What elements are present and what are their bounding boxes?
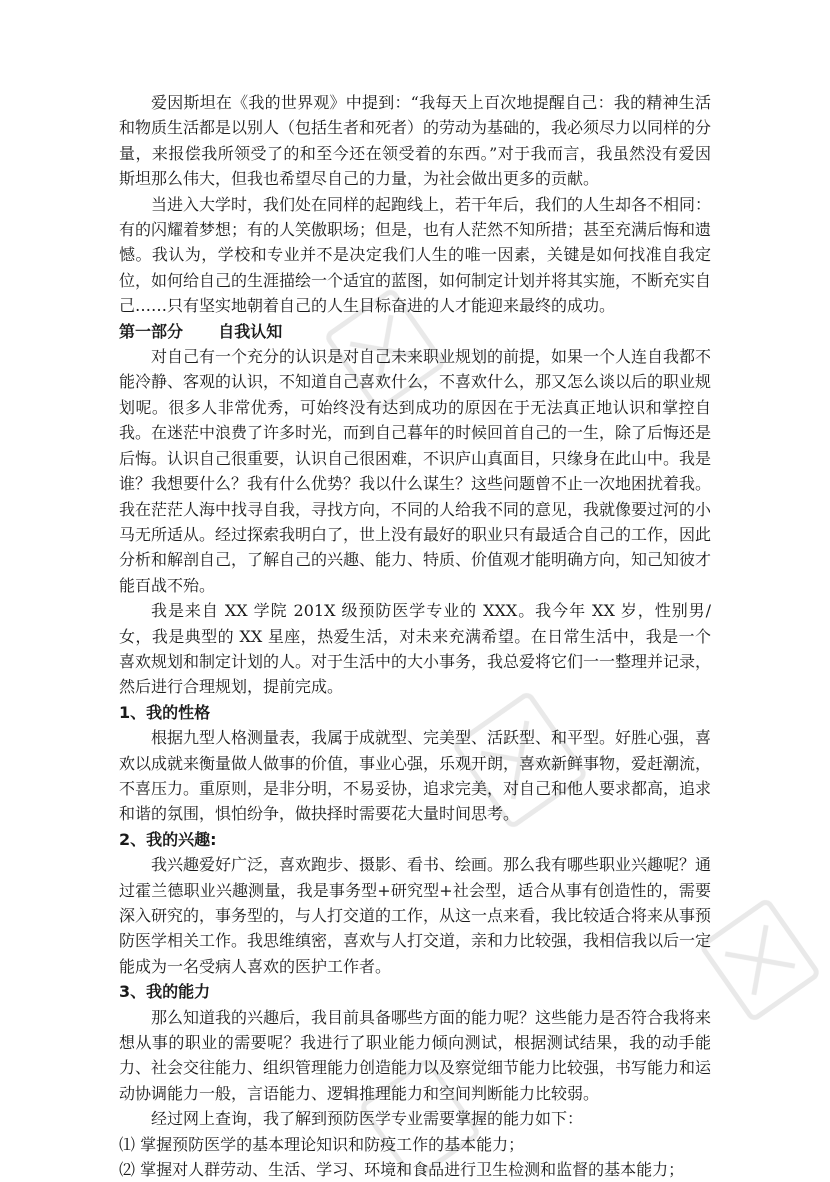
intro-paragraph-1: 爱因斯坦在《我的世界观》中提到：“我每天上百次地提醒自己：我的精神生活和物质生活都是以别人（包括生者和死者）的劳动为基础的，我必须尽力以同样的分量，来报偿我所领受了的和至今还在领受着的东西。”对于我而言，我虽然没有爱因斯坦那么伟大，但我也希望尽自己的力量，为社会做出更多的贡献。 bbox=[119, 93, 712, 189]
section-heading-abilities: 3、我的能力 bbox=[119, 982, 211, 1002]
section-interests-paragraph: 我兴趣爱好广泛，喜欢跑步、摄影、看书、绘画。那么我有哪些职业兴趣呢？通过霍兰德职业兴趣测量，我是事务型+研究型+社会型，适合从事有创造性的，需要深入研究的，事务型的，与人打交道的工作，从这一点来看，我比较适合将来从事预防医学相关工作。我思维缜密，喜欢与人打交道，亲和力比较强，我相信我以后一定能成为一名受病人喜欢的医护工作者。 bbox=[119, 855, 712, 976]
part1-paragraph-1: 对自己有一个充分的认识是对自己未来职业规划的前提，如果一个人连自我都不能冷静、客观的认识，不知道自己喜欢什么，不喜欢什么，那又怎么谈以后的职业规划呢。很多人非常优秀，可始终没有达到成功的原因在于无法真正地认识和掌控自我。在迷茫中浪费了许多时光，而到自己暮年的时候回首自己的一生，除了后悔还是后悔。认识自己很重要，认识自己很困难，不识庐山真面目，只缘身在此山中。我是谁？我想要什么？我有什么优势？我以什么谋生？这些问题曾不止一次地困扰着我。我在茫茫人海中找寻自我，寻找方向，不同的人给我不同的意见，我就像要过河的小马无所适从。经过探索我明白了，世上没有最好的职业只有最适合自己的工作，因此分析和解剖自己，了解自己的兴趣、能力、特质、价值观才能明确方向，知己知彼才能百战不殆。 bbox=[119, 347, 712, 595]
part1-title: 自我认知 bbox=[218, 321, 283, 341]
ability-list-item-1: ⑴ 掌握预防医学的基本理论知识和防疫工作的基本能力； bbox=[119, 1134, 525, 1154]
section-heading-interests: 2、我的兴趣: bbox=[119, 829, 217, 849]
section-heading-personality: 1、我的性格 bbox=[119, 702, 211, 722]
section-abilities-paragraph-1: 那么知道我的兴趣后，我目前具备哪些方面的能力呢？这些能力是否符合我将来想从事的职业的需要呢？我进行了职业能力倾向测试，根据测试结果，我的动手能力、社会交往能力、组织管理能力创造能力以及察觉细节能力比较强，书写能力和运动协调能力一般，言语能力、逻辑推理能力和空间判断能力比较弱。 bbox=[119, 1007, 712, 1103]
part1-paragraph-2: 我是来自 XX 学院 201X 级预防医学专业的 XXX。我今年 XX 岁，性别男/女，我是典型的 XX 星座，热爱生活，对未来充满希望。在日常生活中，我是一个喜欢规划和制定计划的人。对于生活中的大小事务，我总爱将它们一一整理并记录，然后进行合理规划，提前完成。 bbox=[119, 601, 712, 697]
document-body bbox=[119, 90, 711, 1182]
section-abilities-paragraph-2: 经过网上查询，我了解到预防医学专业需要掌握的能力如下： bbox=[151, 1109, 584, 1129]
part1-heading bbox=[119, 319, 711, 344]
intro-paragraph-2: 当进入大学时，我们处在同样的起跑线上，若干年后，我们的人生却各不相同：有的闪耀着梦想；有的人笑傲职场；但是，也有人茫然不知所措；甚至充满后悔和遗憾。我认为，学校和专业并不是决定我们人生的唯一因素，关键是如何找准自我定位，如何给自己的生涯描绘一个适宜的蓝图，如何制定计划并将其实施，不断充实自己……只有坚实地朝着自己的人生目标奋进的人才能迎来最终的成功。 bbox=[119, 194, 712, 316]
part1-label: 第一部分 bbox=[119, 321, 184, 341]
ability-list-item-2: ⑵ 掌握对人群劳动、生活、学习、环境和食品进行卫生检测和监督的基本能力； bbox=[119, 1160, 685, 1180]
section-personality-paragraph: 根据九型人格测量表，我属于成就型、完美型、活跃型、和平型。好胜心强，喜欢以成就来衡量做人做事的价值，事业心强，乐观开朗，喜欢新鲜事物，爱赶潮流，不喜压力。重原则，是非分明，不易妥协，追求完美，对自己和他人要求都高，追求和谐的氛围，惧怕纷争，做抉择时需要花大量时间思考。 bbox=[119, 728, 712, 824]
